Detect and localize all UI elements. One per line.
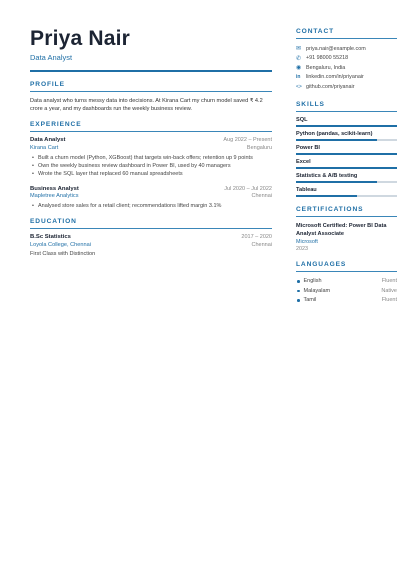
skill-level-fill <box>296 195 357 197</box>
contact-section <box>296 28 397 92</box>
job-location: Chennai <box>251 193 272 200</box>
job-dates: Jul 2020 – Jul 2022 <box>224 185 272 192</box>
job-bullets <box>30 154 272 178</box>
skill-item <box>296 159 397 169</box>
contact-location <box>296 63 397 73</box>
degree-name: B.Sc Statistics <box>30 234 71 241</box>
main-column <box>30 27 272 257</box>
certifications-section-title: CERTIFICATIONS <box>296 205 364 213</box>
job-bullet: • Wrote the SQL layer that replaced 60 manual spreadsheets <box>32 170 183 177</box>
language-level: Fluent <box>381 278 397 285</box>
experience-section-title: EXPERIENCE <box>30 121 82 129</box>
language-name: Malayalam <box>303 287 331 294</box>
company-name: Kirana Cart <box>30 144 59 151</box>
skill-name: Statistics & A/B testing <box>296 172 358 179</box>
skill-name: SQL <box>296 116 308 123</box>
bullet-dot-icon <box>297 299 300 302</box>
linkedin-icon: in <box>296 74 301 81</box>
header-divider <box>30 70 272 72</box>
experience-divider <box>30 131 272 132</box>
education-divider <box>30 228 272 229</box>
skill-name: Excel <box>296 158 311 165</box>
education-entry <box>30 234 272 257</box>
skill-item <box>296 173 397 183</box>
contact-email-text: priya.nair@example.com <box>306 45 366 52</box>
skill-level-bar <box>296 139 397 141</box>
education-honors: First Class with Distinction <box>30 250 96 257</box>
languages-section <box>296 261 397 306</box>
skill-level-bar <box>296 181 397 183</box>
skill-item <box>296 131 397 141</box>
profile-divider <box>30 91 272 92</box>
profile-section-title: PROFILE <box>30 81 65 88</box>
language-name: Tamil <box>303 297 317 304</box>
certification-name: Microsoft Certified: Power BI Data Analyst Associate <box>296 222 387 237</box>
candidate-name: Priya Nair <box>30 27 131 50</box>
job-bullet: • Analysed store sales for a retail client; recommendations lifted margin 3.1% <box>32 203 222 210</box>
skill-item <box>296 117 397 127</box>
job-title: Data Analyst <box>30 137 66 144</box>
contact-section-title: CONTACT <box>296 28 335 35</box>
languages-divider <box>296 271 397 272</box>
skill-level-bar <box>296 167 397 169</box>
skill-level-fill <box>296 125 397 127</box>
language-item <box>296 296 397 306</box>
language-item <box>296 277 397 287</box>
job-location: Bengaluru <box>246 144 272 151</box>
job-dates: Aug 2022 – Present <box>223 137 272 144</box>
skill-level-fill <box>296 181 377 183</box>
skills-divider <box>296 111 397 112</box>
email-icon: ✉ <box>296 46 302 53</box>
contact-email[interactable] <box>296 44 397 54</box>
location-icon: ◉ <box>296 65 302 72</box>
contact-linkedin-text: linkedin.com/in/priyanair <box>306 74 364 81</box>
bullet-dot-icon <box>297 280 300 283</box>
skill-level-fill <box>296 167 397 169</box>
skill-level-fill <box>296 153 397 155</box>
side-column <box>296 28 397 305</box>
skill-level-fill <box>296 139 377 141</box>
job-bullet: • Built a churn model (Python, XGBoost) that targets win-back offers; retention up 9 points <box>32 154 253 161</box>
certification-year: 2023 <box>296 245 308 252</box>
language-name: English <box>303 278 322 285</box>
education-dates: 2017 – 2020 <box>241 234 272 241</box>
job-bullets <box>30 202 272 210</box>
skill-item <box>296 145 397 155</box>
school-location: Chennai <box>251 241 272 248</box>
skill-name: Tableau <box>296 186 317 193</box>
job-bullet: • Own the weekly business review dashboard in Power BI, used by 40 managers <box>32 162 231 169</box>
language-level: Native <box>381 287 397 294</box>
contact-github[interactable] <box>296 82 397 92</box>
experience-entry <box>30 137 272 178</box>
education-section-title: EDUCATION <box>30 218 77 226</box>
certification-issuer: Microsoft <box>296 238 318 245</box>
skill-level-bar <box>296 125 397 127</box>
skill-level-bar <box>296 195 397 197</box>
skills-list <box>296 117 397 197</box>
job-title: Business Analyst <box>30 185 79 192</box>
contact-phone-text: +91 98000 55218 <box>306 55 349 62</box>
language-level: Fluent <box>381 297 397 304</box>
skills-section <box>296 101 397 197</box>
code-icon: <> <box>296 83 302 90</box>
skill-level-bar <box>296 153 397 155</box>
skill-item <box>296 187 397 197</box>
skills-section-title: SKILLS <box>296 100 325 108</box>
contact-phone[interactable] <box>296 54 397 64</box>
school-name: Loyola College, Chennai <box>30 241 91 248</box>
candidate-headline: Data Analyst <box>30 53 73 62</box>
bullet-dot-icon <box>297 290 300 293</box>
company-name: Mapletree Analytics <box>30 193 79 200</box>
experience-entry <box>30 186 272 211</box>
skill-name: Power BI <box>296 144 320 151</box>
contact-github-text: github.com/priyanair <box>306 83 355 90</box>
certifications-section <box>296 206 397 252</box>
profile-summary: Data analyst who turns messy data into decisions. At Kirana Cart my churn model saved ₹ 4.2 crore a year, and my dashboards run the weekly business review. <box>30 98 263 113</box>
certifications-divider <box>296 216 397 217</box>
contact-location-text: Bengaluru, India <box>306 64 346 71</box>
languages-section-title: LANGUAGES <box>296 260 347 268</box>
language-item <box>296 286 397 296</box>
skill-name: Python (pandas, scikit-learn) <box>296 130 373 137</box>
contact-linkedin[interactable] <box>296 73 397 83</box>
contact-divider <box>296 38 397 39</box>
phone-icon: ✆ <box>296 55 302 62</box>
